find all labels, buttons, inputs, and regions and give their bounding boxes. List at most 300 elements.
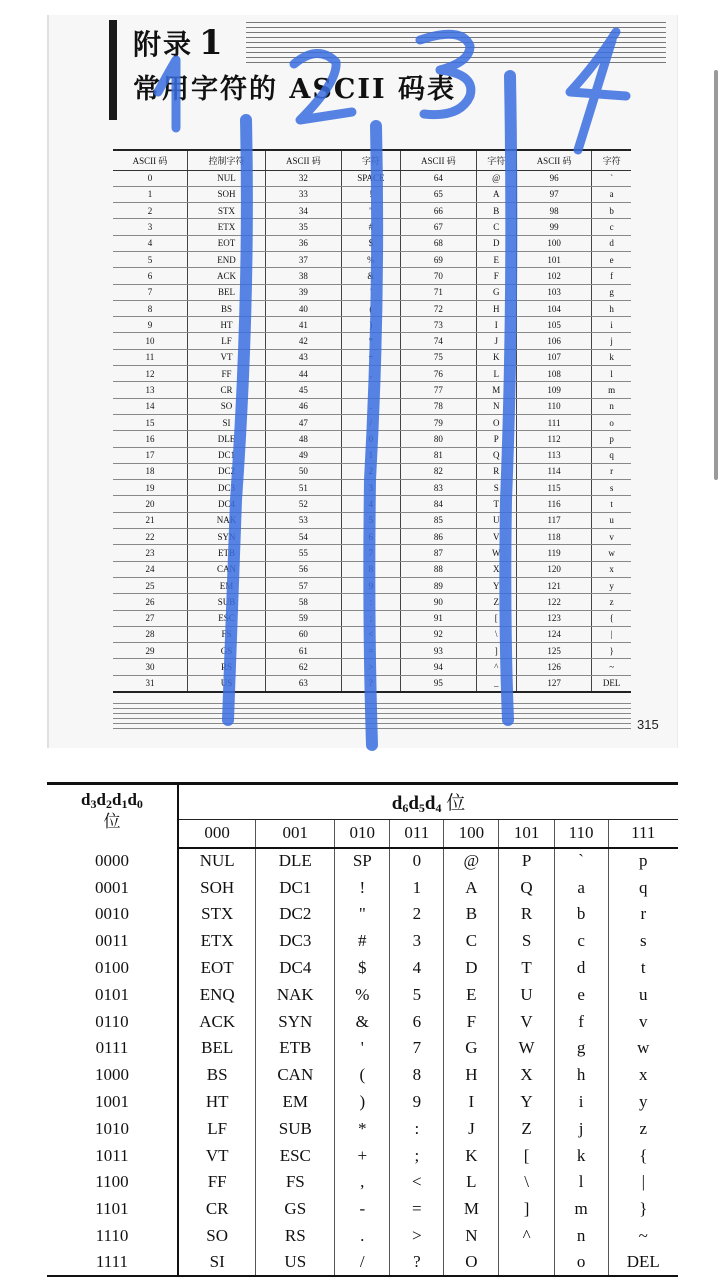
table-cell: g: [554, 1035, 608, 1062]
table-cell: US: [256, 1249, 335, 1276]
ascii-table-binary: [47, 782, 678, 1277]
table-cell: g: [592, 284, 631, 300]
table-cell: @: [444, 848, 499, 875]
table-cell: I: [476, 317, 516, 333]
table-cell: 5: [113, 251, 187, 267]
table-cell: DC4: [187, 496, 265, 512]
page-number: 315: [637, 717, 659, 732]
table-cell: RS: [256, 1223, 335, 1250]
table-row: [47, 981, 678, 1008]
table-cell: SYN: [256, 1008, 335, 1035]
table-cell: >: [341, 659, 401, 675]
table-cell: j: [554, 1115, 608, 1142]
table-row: [113, 235, 631, 251]
table-cell: \: [499, 1169, 554, 1196]
table-cell: SYN: [187, 529, 265, 545]
table-cell: US: [187, 675, 265, 691]
table-cell: 52: [266, 496, 342, 512]
table-cell: {: [592, 610, 631, 626]
column-header: 000: [178, 820, 256, 848]
table-cell: 27: [113, 610, 187, 626]
table-cell: SUB: [187, 594, 265, 610]
table-cell: =: [341, 643, 401, 659]
table-cell: 6: [113, 268, 187, 284]
table-cell: 122: [516, 594, 592, 610]
table-cell: 12: [113, 366, 187, 382]
table-cell: 7: [341, 545, 401, 561]
table-cell: G: [444, 1035, 499, 1062]
table-cell: ~: [592, 659, 631, 675]
table-cell: f: [592, 268, 631, 284]
row-label: 1101: [47, 1196, 178, 1223]
table-cell: 84: [401, 496, 477, 512]
table-cell: 75: [401, 349, 477, 365]
table-cell: +: [335, 1142, 390, 1169]
table-cell: 44: [266, 366, 342, 382]
table-cell: 120: [516, 561, 592, 577]
table-cell: HT: [187, 317, 265, 333]
table-cell: =: [390, 1196, 444, 1223]
table-cell: 2: [113, 203, 187, 219]
table-cell: k: [554, 1142, 608, 1169]
table-cell: H: [444, 1062, 499, 1089]
table-cell: 82: [401, 463, 477, 479]
table-cell: 31: [113, 675, 187, 691]
table-row: [113, 366, 631, 382]
table-cell: FF: [187, 366, 265, 382]
table-row: [47, 1249, 678, 1276]
table-cell: +: [341, 349, 401, 365]
table-cell: 74: [401, 333, 477, 349]
column-header: 字符: [592, 150, 631, 170]
table-cell: 109: [516, 382, 592, 398]
table-cell: 77: [401, 382, 477, 398]
table-cell: 4: [390, 955, 444, 982]
column-header: 110: [554, 820, 608, 848]
table-row: [113, 398, 631, 414]
table-cell: q: [592, 447, 631, 463]
appendix-label: 附录: [133, 28, 194, 61]
table-cell: f: [554, 1008, 608, 1035]
table-cell: Y: [499, 1089, 554, 1116]
table-cell: 35: [266, 219, 342, 235]
column-header: 字符: [341, 150, 401, 170]
row-label: 0010: [47, 901, 178, 928]
table-row: [113, 447, 631, 463]
table-cell: ,: [335, 1169, 390, 1196]
ascii-table-decimal: [113, 149, 631, 693]
table-cell: 58: [266, 594, 342, 610]
table-cell: [499, 1249, 554, 1276]
table-cell: J: [444, 1115, 499, 1142]
table-row: [113, 594, 631, 610]
table-cell: 41: [266, 317, 342, 333]
table-cell: B: [444, 901, 499, 928]
table-cell: ACK: [187, 268, 265, 284]
table-cell: a: [554, 874, 608, 901]
table-cell: <: [341, 626, 401, 642]
table-row: [47, 928, 678, 955]
table-cell: END: [187, 251, 265, 267]
table-cell: 7: [390, 1035, 444, 1062]
table-row: [47, 1142, 678, 1169]
table-cell: A: [444, 874, 499, 901]
table-cell: 96: [516, 170, 592, 186]
column-bits-header: [178, 784, 678, 820]
table-cell: 49: [266, 447, 342, 463]
table-cell: Y: [476, 577, 516, 593]
table-row: [113, 561, 631, 577]
table-cell: NUL: [199, 851, 235, 871]
table-cell: SI: [187, 414, 265, 430]
table-cell: b: [592, 203, 631, 219]
table-cell: 55: [266, 545, 342, 561]
table-cell: 45: [266, 382, 342, 398]
table-cell: v: [592, 529, 631, 545]
table-cell: 5: [341, 512, 401, 528]
table-cell: NAK: [187, 512, 265, 528]
row-label: 1011: [47, 1142, 178, 1169]
table-cell: !: [335, 874, 390, 901]
table-cell: 38: [266, 268, 342, 284]
table-cell: m: [592, 382, 631, 398]
table-cell: CR: [187, 382, 265, 398]
table-row: [113, 463, 631, 479]
table-cell: SO: [206, 1226, 229, 1246]
column-header: ASCII 码: [401, 150, 477, 170]
table-cell: :: [390, 1115, 444, 1142]
table-cell: W: [476, 545, 516, 561]
table-cell: 21: [113, 512, 187, 528]
table-cell: n: [554, 1223, 608, 1250]
table-row: [113, 626, 631, 642]
table-cell: h: [592, 300, 631, 316]
table-cell: P: [476, 431, 516, 447]
row-label: 1111: [47, 1249, 178, 1276]
table-cell: :: [341, 594, 401, 610]
table-row: [113, 643, 631, 659]
table-cell: ETX: [187, 219, 265, 235]
table-cell: 46: [266, 398, 342, 414]
table-cell: SUB: [256, 1115, 335, 1142]
table-cell: 37: [266, 251, 342, 267]
table-cell: ^: [499, 1223, 554, 1250]
appendix-heading: [133, 23, 225, 63]
table-cell: R: [499, 901, 554, 928]
table-cell: 63: [266, 675, 342, 691]
table-cell: EOT: [200, 958, 234, 978]
table-row: [47, 1196, 678, 1223]
table-cell: ): [335, 1089, 390, 1116]
table-cell: [: [476, 610, 516, 626]
table-cell: 108: [516, 366, 592, 382]
table-cell: r: [608, 901, 678, 928]
table-cell: SOH: [187, 186, 265, 202]
table-row: [47, 848, 678, 875]
table-cell: 116: [516, 496, 592, 512]
column-bits-suffix: 位: [446, 792, 466, 814]
table-cell: 54: [266, 529, 342, 545]
table-cell: 3: [113, 219, 187, 235]
table-cell: 79: [401, 414, 477, 430]
table-cell: S: [476, 480, 516, 496]
table-cell: C: [476, 219, 516, 235]
table-cell: BEL: [187, 284, 265, 300]
ascii-binary-table-page: [47, 778, 678, 1272]
table-cell: 60: [266, 626, 342, 642]
table-cell: t: [592, 496, 631, 512]
table-cell: i: [592, 317, 631, 333]
table-cell: 33: [266, 186, 342, 202]
table-cell: SOH: [200, 877, 235, 897]
table-cell: %: [341, 251, 401, 267]
table-cell: V: [499, 1008, 554, 1035]
table-cell: 13: [113, 382, 187, 398]
table-cell: e: [554, 981, 608, 1008]
title-suffix: 码表: [398, 74, 457, 105]
title-rule-lines: [246, 22, 666, 64]
table-header-row: [113, 150, 631, 170]
table-cell: r: [592, 463, 631, 479]
table-cell: 114: [516, 463, 592, 479]
table-row: [47, 1223, 678, 1250]
table-cell: 9: [390, 1089, 444, 1116]
table-cell: c: [592, 219, 631, 235]
table-cell: d: [554, 955, 608, 982]
table-cell: ]: [499, 1196, 554, 1223]
table-row: [113, 317, 631, 333]
table-row: [113, 382, 631, 398]
page-title: [133, 67, 456, 106]
table-cell: (: [341, 300, 401, 316]
table-row: [113, 675, 631, 691]
table-cell: z: [592, 594, 631, 610]
table-cell: 30: [113, 659, 187, 675]
table-cell: v: [608, 1008, 678, 1035]
table-cell: 29: [113, 643, 187, 659]
table-cell: 24: [113, 561, 187, 577]
table-cell: 18: [113, 463, 187, 479]
table-cell: 25: [113, 577, 187, 593]
table-cell: 76: [401, 366, 477, 382]
table-cell: E: [444, 981, 499, 1008]
row-label: 1001: [47, 1089, 178, 1116]
table-cell: &: [335, 1008, 390, 1035]
table-cell: DC1: [187, 447, 265, 463]
table-cell: *: [341, 333, 401, 349]
scrollbar-thumb[interactable]: [714, 70, 718, 480]
table-row: [47, 1035, 678, 1062]
row-label: 1000: [47, 1062, 178, 1089]
table-cell: 113: [516, 447, 592, 463]
table-cell: ENQ: [199, 984, 235, 1004]
table-cell: 66: [401, 203, 477, 219]
column-header: 101: [499, 820, 554, 848]
table-cell: O: [476, 414, 516, 430]
table-cell: 8: [341, 561, 401, 577]
table-cell: 125: [516, 643, 592, 659]
table-row: [113, 186, 631, 202]
table-cell: DEL: [608, 1249, 678, 1276]
table-cell: T: [499, 955, 554, 982]
table-cell: DLE: [256, 848, 335, 875]
row-bits-label: $d_3d_2d_1d_0$: [81, 790, 143, 811]
table-cell: ?: [390, 1249, 444, 1276]
table-cell: t: [608, 955, 678, 982]
table-cell: 87: [401, 545, 477, 561]
table-cell: ESC: [187, 610, 265, 626]
table-cell: ;: [341, 610, 401, 626]
table-cell: X: [499, 1062, 554, 1089]
table-cell: 10: [113, 333, 187, 349]
table-cell: F: [476, 268, 516, 284]
table-cell: 124: [516, 626, 592, 642]
table-cell: ": [341, 203, 401, 219]
table-cell: 85: [401, 512, 477, 528]
table-cell: 15: [113, 414, 187, 430]
table-cell: @: [476, 170, 516, 186]
table-cell: Q: [476, 447, 516, 463]
table-cell: GS: [256, 1196, 335, 1223]
table-cell: l: [592, 366, 631, 382]
table-cell: 94: [401, 659, 477, 675]
table-cell: 86: [401, 529, 477, 545]
table-cell: b: [554, 901, 608, 928]
table-cell: 100: [516, 235, 592, 251]
table-cell: DC3: [256, 928, 335, 955]
table-cell: 0: [341, 431, 401, 447]
table-row: [113, 170, 631, 186]
column-header: ASCII 码: [516, 150, 592, 170]
table-row: [47, 874, 678, 901]
table-row: [47, 1169, 678, 1196]
table-cell: 101: [516, 251, 592, 267]
table-cell: GS: [187, 643, 265, 659]
table-cell: 36: [266, 235, 342, 251]
table-cell: D: [444, 955, 499, 982]
table-cell: 7: [113, 284, 187, 300]
table-cell: 98: [516, 203, 592, 219]
table-cell: V: [476, 529, 516, 545]
table-cell: DLE: [187, 431, 265, 447]
table-cell: Z: [499, 1115, 554, 1142]
table-cell: E: [476, 251, 516, 267]
table-cell: X: [476, 561, 516, 577]
table-cell: p: [592, 431, 631, 447]
table-cell: 67: [401, 219, 477, 235]
table-cell: #: [341, 219, 401, 235]
table-cell: ': [335, 1035, 390, 1062]
row-label: 0111: [47, 1035, 178, 1062]
title-prefix: 常用字符的: [133, 74, 278, 105]
table-cell: 89: [401, 577, 477, 593]
table-cell: w: [592, 545, 631, 561]
table-cell: P: [499, 848, 554, 875]
table-cell: 48: [266, 431, 342, 447]
table-cell: 22: [113, 529, 187, 545]
column-header: ASCII 码: [113, 150, 187, 170]
table-cell: l: [554, 1169, 608, 1196]
table-cell: 127: [516, 675, 592, 691]
table-cell: K: [476, 349, 516, 365]
table-cell: 64: [401, 170, 477, 186]
table-cell: 110: [516, 398, 592, 414]
table-row: [113, 203, 631, 219]
table-cell: O: [444, 1249, 499, 1276]
table-cell: 83: [401, 480, 477, 496]
table-cell: 4: [341, 496, 401, 512]
table-row: [47, 1089, 678, 1116]
table-cell: 47: [266, 414, 342, 430]
table-cell: D: [476, 235, 516, 251]
row-label: 0011: [47, 928, 178, 955]
table-cell: STX: [187, 203, 265, 219]
table-cell: 61: [266, 643, 342, 659]
table-cell: J: [476, 333, 516, 349]
table-cell: o: [592, 414, 631, 430]
table-cell: 105: [516, 317, 592, 333]
scanned-book-page: [47, 15, 678, 748]
table-row: [113, 251, 631, 267]
table-cell: o: [554, 1249, 608, 1276]
column-header: 字符: [476, 150, 516, 170]
table-cell: ESC: [256, 1142, 335, 1169]
table-cell: EM: [187, 577, 265, 593]
table-cell: CAN: [187, 561, 265, 577]
table-cell: 69: [401, 251, 477, 267]
table-cell: 81: [401, 447, 477, 463]
table-cell: 80: [401, 431, 477, 447]
table-cell: DC2: [256, 901, 335, 928]
column-header: ASCII 码: [266, 150, 342, 170]
table-cell: x: [608, 1062, 678, 1089]
table-cell: T: [476, 496, 516, 512]
table-row: [113, 268, 631, 284]
table-cell: DEL: [592, 675, 631, 691]
table-cell: DC4: [256, 955, 335, 982]
table-cell: 4: [113, 235, 187, 251]
table-cell: e: [592, 251, 631, 267]
table-row: [113, 431, 631, 447]
table-cell: 43: [266, 349, 342, 365]
row-label: 0000: [47, 848, 178, 875]
table-cell: ~: [608, 1223, 678, 1250]
table-cell: -: [335, 1196, 390, 1223]
table-cell: z: [608, 1115, 678, 1142]
table-row: [47, 955, 678, 982]
table-row: [113, 529, 631, 545]
table-cell: /: [335, 1249, 390, 1276]
table-cell: ETB: [187, 545, 265, 561]
table-cell: 97: [516, 186, 592, 202]
column-header: 010: [335, 820, 390, 848]
table-cell: 34: [266, 203, 342, 219]
table-header-row-1: [47, 784, 678, 820]
table-row: [113, 414, 631, 430]
table-cell: x: [592, 561, 631, 577]
table-cell: 68: [401, 235, 477, 251]
table-cell: 106: [516, 333, 592, 349]
table-cell: LF: [207, 1118, 228, 1138]
table-cell: 71: [401, 284, 477, 300]
table-cell: F: [444, 1008, 499, 1035]
table-cell: w: [608, 1035, 678, 1062]
row-label: 0001: [47, 874, 178, 901]
table-row: [47, 1008, 678, 1035]
table-cell: !: [341, 186, 401, 202]
table-cell: 112: [516, 431, 592, 447]
table-cell: p: [608, 848, 678, 875]
